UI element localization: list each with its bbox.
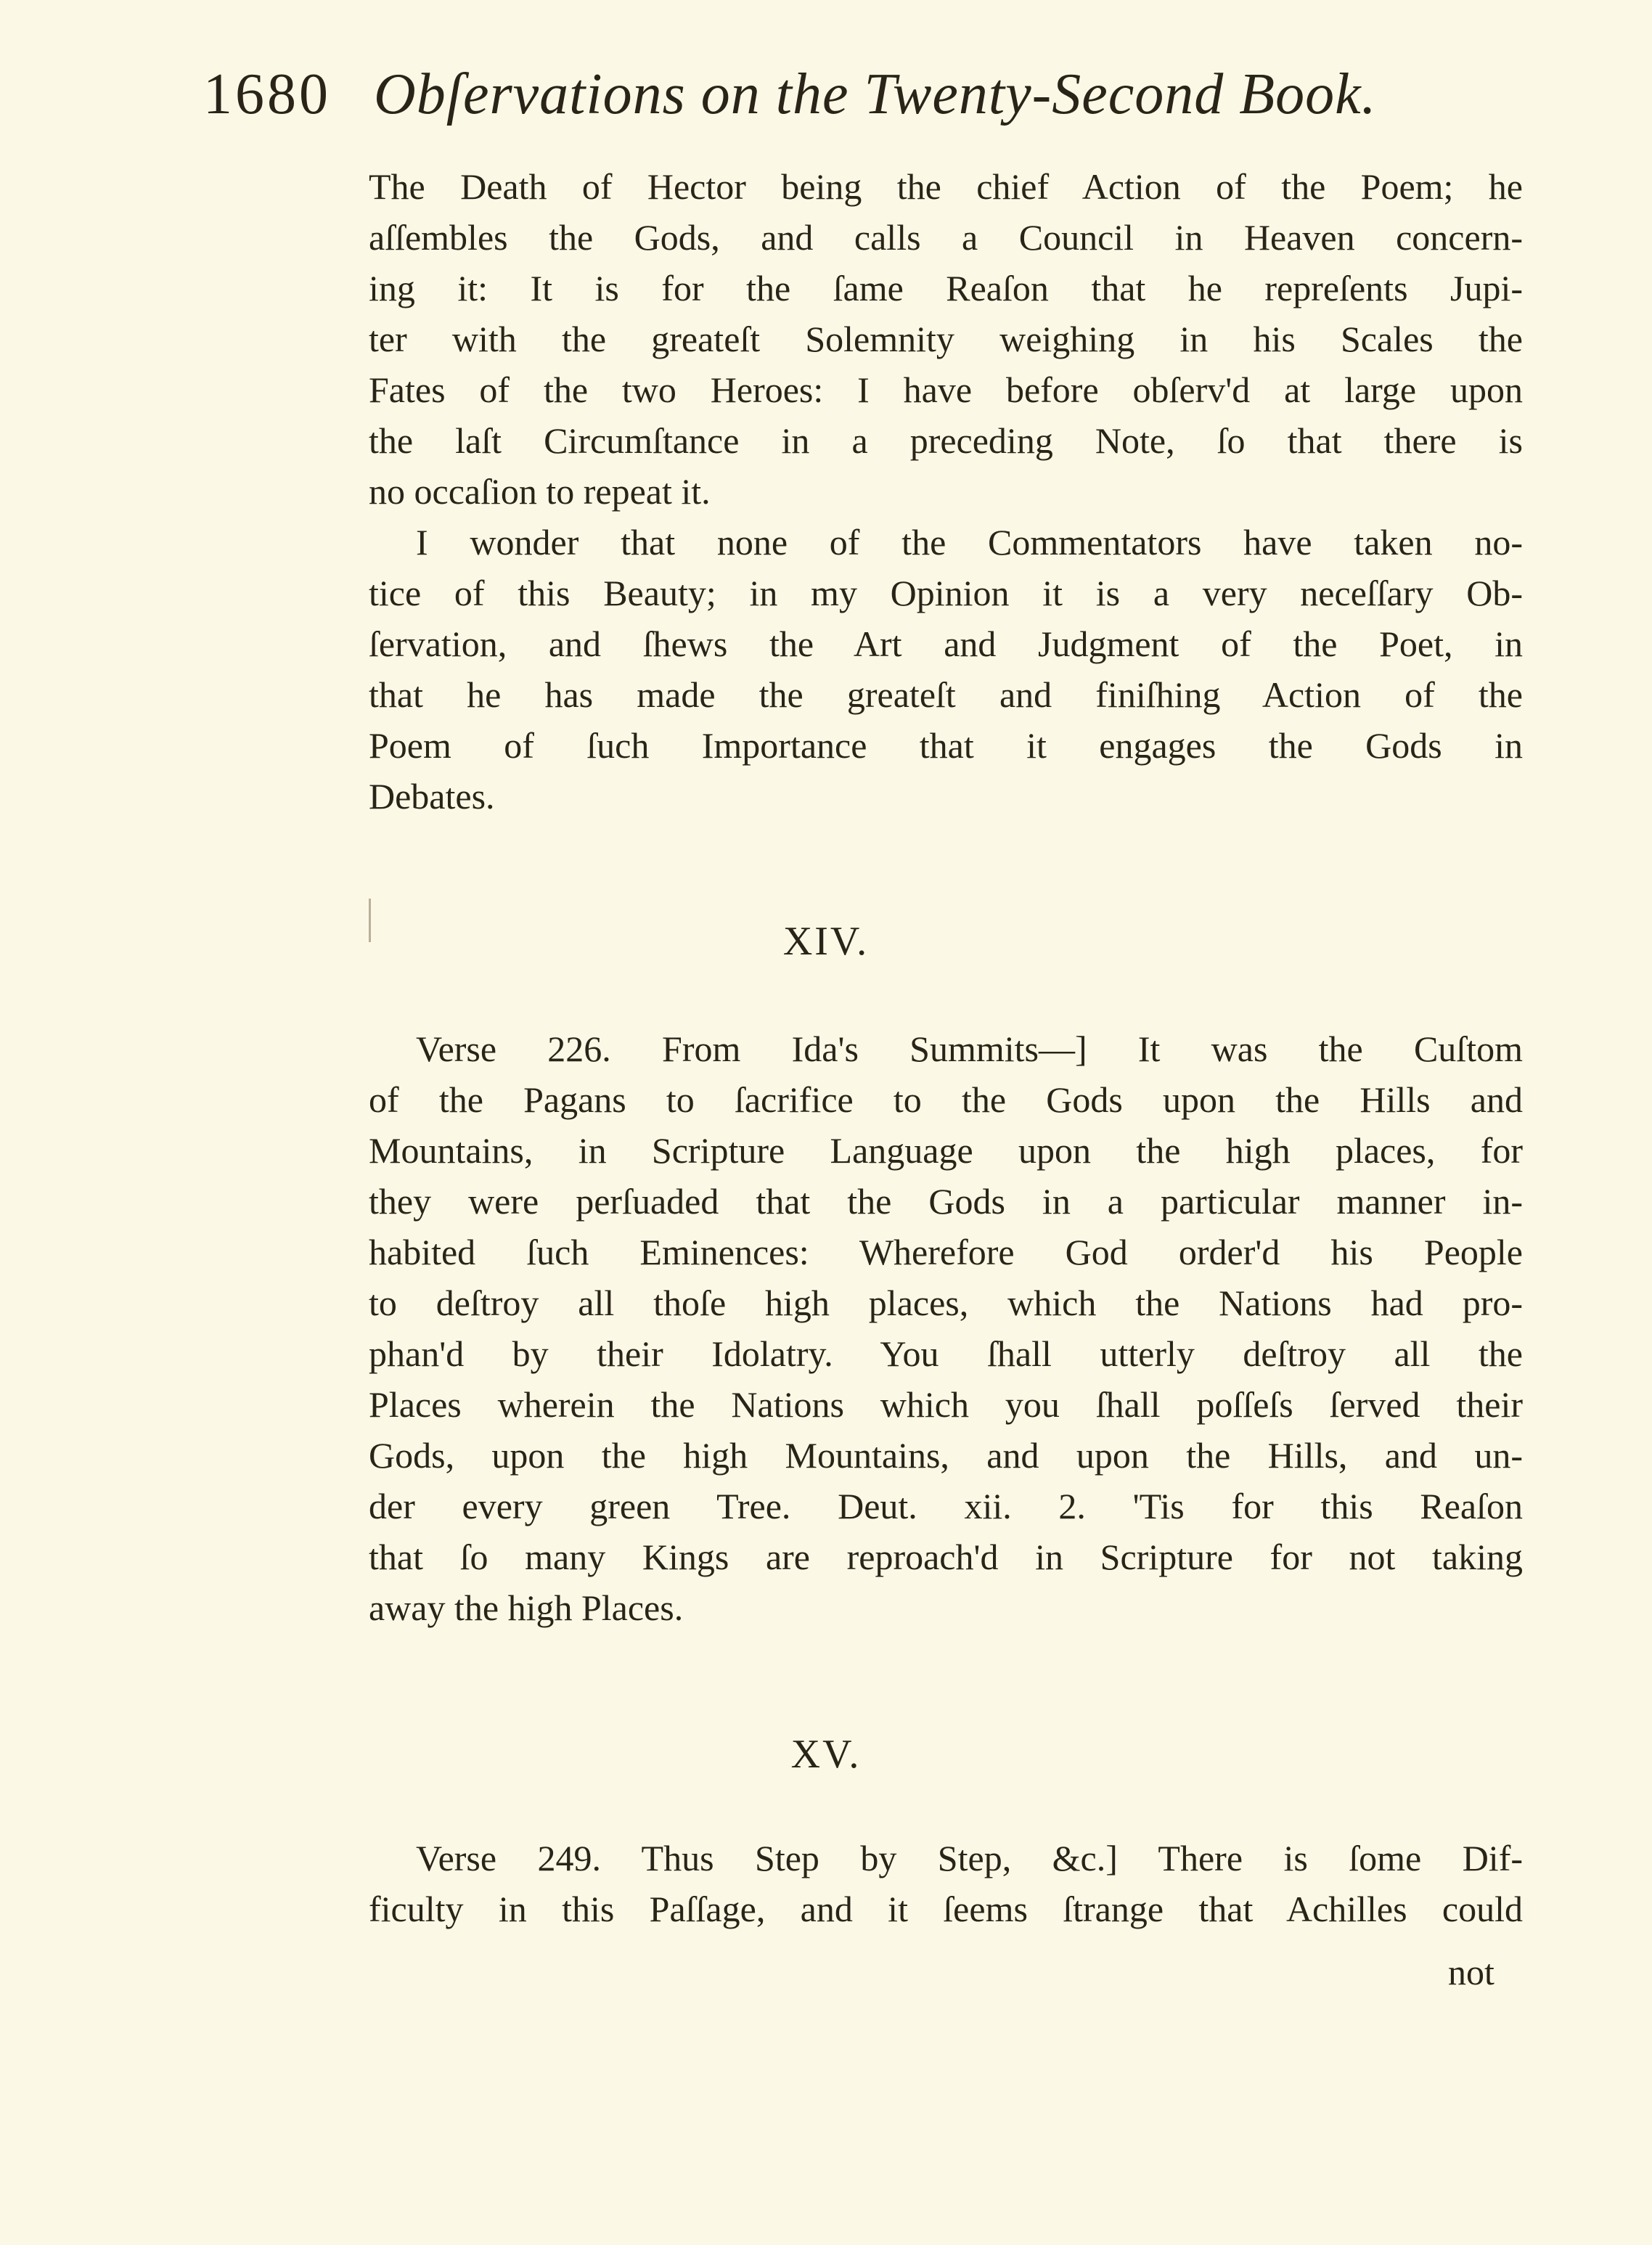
text-line: I wonder that none of the Commentators have taken no-: [416, 522, 1523, 563]
catchword: not: [1448, 1952, 1494, 1992]
text-line: der every green Tree. Deut. xii. 2. 'Tis for this Reaſon: [369, 1486, 1523, 1526]
page-number: 1680: [203, 62, 331, 126]
text-line: ter with the greateſt Solemnity weighing in his Scales the: [369, 319, 1523, 359]
text-line: Verse 249. Thus Step by Step, &c.] There is ſome Dif-: [416, 1838, 1523, 1878]
text-line: Debates.: [369, 776, 495, 817]
text-line: of the Pagans to ſacrifice to the Gods upon the Hills and: [369, 1079, 1523, 1120]
text-line: aſſembles the Gods, and calls a Council in Heaven concern-: [369, 217, 1523, 258]
text-line: away the high Places.: [369, 1587, 684, 1628]
paragraph-1: [369, 161, 1523, 517]
running-title: Obſervations on the Twenty-Second Book.: [374, 62, 1377, 126]
text-line: that he has made the greateſt and finiſhing Action of the: [369, 674, 1523, 715]
text-line: ſervation, and ſhews the Art and Judgment of the Poet, in: [369, 623, 1523, 664]
text-line: the laſt Circumſtance in a preceding Note, ſo that there is: [369, 420, 1523, 461]
text-line: habited ſuch Eminences: Wherefore God order'd his People: [369, 1232, 1523, 1272]
text-line: phan'd by their Idolatry. You ſhall utterly deſtroy all the: [369, 1333, 1523, 1374]
text-line: Poem of ſuch Importance that it engages the Gods in: [369, 725, 1523, 766]
section-heading-xiv: XIV.: [782, 919, 870, 964]
text-line: that ſo many Kings are reproach'd in Scripture for not taking: [369, 1537, 1523, 1577]
text-line: they were perſuaded that the Gods in a particular manner in-: [369, 1181, 1523, 1222]
page-header: [203, 62, 1452, 142]
text-line: Fates of the two Heroes: I have before obſerv'd at large upon: [369, 369, 1523, 410]
text-line: ing it: It is for the ſame Reaſon that he repreſents Jupi-: [369, 268, 1523, 308]
text-line: tice of this Beauty; in my Opinion it is a very neceſſary Ob-: [369, 573, 1523, 613]
paragraph-2: [369, 517, 1523, 822]
text-line: no occaſion to repeat it.: [369, 471, 711, 512]
text-line: The Death of Hector being the chief Action of the Poem; he: [369, 166, 1523, 207]
section-heading-xv: XV.: [790, 1732, 862, 1777]
section-xv-text: [369, 1833, 1523, 1934]
text-line: Mountains, in Scripture Language upon the high places, for: [369, 1130, 1523, 1171]
text-line: Gods, upon the high Mountains, and upon the Hills, and un-: [369, 1435, 1523, 1476]
text-line: ficulty in this Paſſage, and it ſeems ſtrange that Achilles could: [369, 1889, 1523, 1929]
section-xiv-text: [369, 1023, 1523, 1633]
text-line: Verse 226. From Ida's Summits—] It was the Cuſtom: [416, 1029, 1523, 1069]
text-line: Places wherein the Nations which you ſhall poſſeſs ſerved their: [369, 1384, 1523, 1425]
text-line: to deſtroy all thoſe high places, which the Nations had pro-: [369, 1283, 1523, 1323]
